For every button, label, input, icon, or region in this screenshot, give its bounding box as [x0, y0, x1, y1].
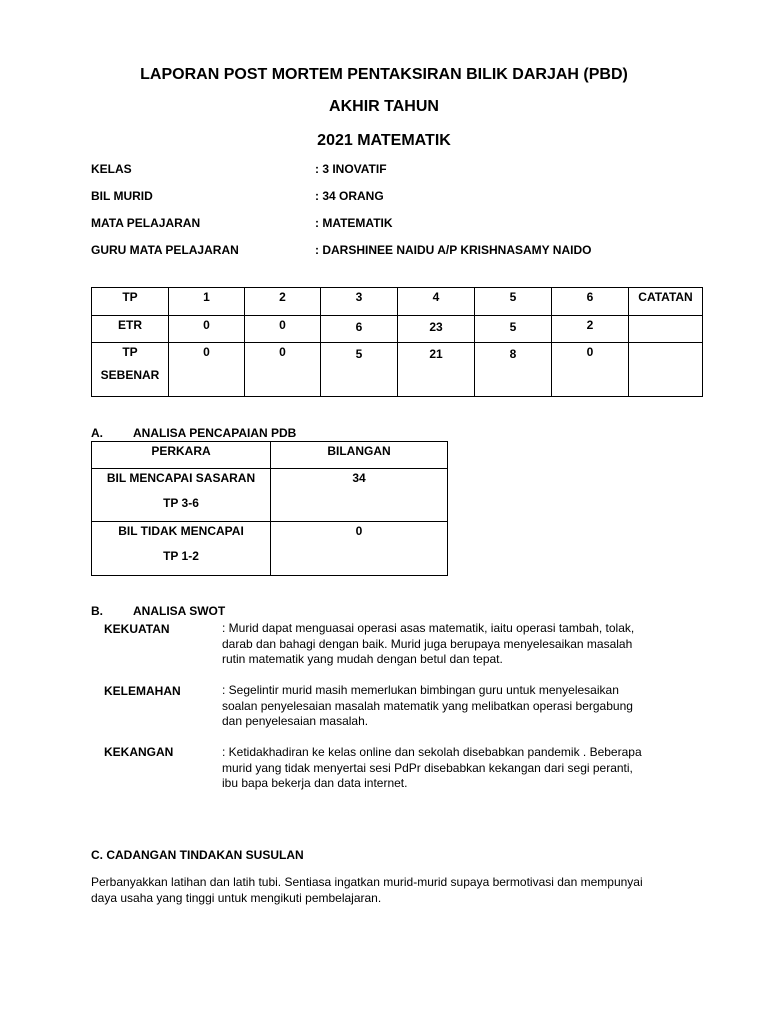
tp-header-cell: 5: [475, 288, 552, 316]
section-c-text: Perbanyakkan latihan dan latih tubi. Sentiasa ingatkan murid-murid supaya bermotivasi dan mempunyai daya usaha yang tinggi untuk mengikuti pembelajaran.: [91, 875, 643, 905]
tp-sebenar-cell: 0: [169, 343, 245, 397]
analisa-value-tidak-mencapai: 0: [271, 522, 448, 576]
tp-sebenar-cell: 8: [475, 343, 552, 397]
section-b-title: ANALISA SWOT: [133, 604, 226, 618]
swot-label-kekuatan: KEKUATAN: [104, 622, 170, 636]
tp-etr-row: [92, 316, 703, 343]
tp-header-cell: 4: [398, 288, 475, 316]
analisa-label-mencapai: BIL MENCAPAI SASARAN TP 3-6: [92, 469, 271, 522]
info-label-bil-murid: BIL MURID: [91, 189, 153, 203]
section-b-letter: B.: [91, 604, 103, 618]
tp-header-cell: 3: [321, 288, 398, 316]
tp-sebenar-cell: [629, 343, 703, 397]
tp-header-cell: 6: [552, 288, 629, 316]
analisa-header-row: [92, 442, 448, 469]
analisa-table: [91, 441, 448, 576]
report-year-subject: 2021 MATEMATIK: [317, 132, 451, 149]
analisa-row-mencapai: [92, 469, 448, 522]
tp-sebenar-cell: 0: [245, 343, 321, 397]
report-subtitle: AKHIR TAHUN: [329, 98, 439, 115]
analisa-label-tidak-mencapai: BIL TIDAK MENCAPAI TP 1-2: [92, 522, 271, 576]
report-title: LAPORAN POST MORTEM PENTAKSIRAN BILIK DARJAH (PBD): [140, 66, 628, 83]
swot-label-kelemahan: KELEMAHAN: [104, 684, 181, 698]
tp-etr-cell: 5: [475, 316, 552, 343]
info-label-mata-pelajaran: MATA PELAJARAN: [91, 216, 201, 230]
analisa-value-mencapai: 34: [271, 469, 448, 522]
swot-label-kekangan: KEKANGAN: [104, 745, 174, 759]
info-value-guru: : DARSHINEE NAIDU A/P KRISHNASAMY NAIDO: [315, 243, 592, 257]
tp-etr-cell: 23: [398, 316, 475, 343]
swot-text-kelemahan: : Segelintir murid masih memerlukan bimbingan guru untuk menyelesaikan soalan penyelesaian masalah matematik yang melibatkan operasi bergabung dan penyelesaian masalah.: [222, 683, 633, 728]
tp-header-cell: CATATAN: [629, 288, 703, 316]
section-c-title: C. CADANGAN TINDAKAN SUSULAN: [91, 848, 304, 862]
tp-sebenar-label-cell: [92, 343, 169, 397]
tp-sebenar-cell: 0: [552, 343, 629, 397]
tp-header-cell: TP: [92, 288, 169, 316]
info-value-kelas: : 3 INOVATIF: [315, 162, 387, 176]
tp-sebenar-label-line2: SEBENAR: [100, 368, 160, 382]
analisa-header-perkara: PERKARA: [92, 442, 271, 469]
tp-table: [91, 287, 703, 397]
info-label-guru: GURU MATA PELAJARAN: [91, 243, 239, 257]
section-a-title: ANALISA PENCAPAIAN PDB: [133, 426, 297, 440]
section-a-letter: A.: [91, 426, 103, 440]
tp-sebenar-row: [92, 343, 703, 397]
tp-etr-cell: 2: [552, 316, 629, 343]
tp-header-cell: 1: [169, 288, 245, 316]
analisa-header-bilangan: BILANGAN: [271, 442, 448, 469]
tp-etr-cell: 0: [169, 316, 245, 343]
analisa-row-tidak-mencapai: [92, 522, 448, 576]
tp-sebenar-cell: 21: [398, 343, 475, 397]
info-value-bil-murid: : 34 ORANG: [315, 189, 384, 203]
tp-header-row: [92, 288, 703, 316]
tp-etr-cell: 6: [321, 316, 398, 343]
info-label-kelas: KELAS: [91, 162, 132, 176]
tp-etr-cell: ETR: [92, 316, 169, 343]
swot-text-kekuatan: : Murid dapat menguasai operasi asas matematik, iaitu operasi tambah, tolak, darab dan bahagi dengan baik. Murid juga berupaya menyelesaikan masalah rutin matematik yang mudah dengan betul dan tepat.: [222, 621, 635, 666]
tp-sebenar-cell: 5: [321, 343, 398, 397]
tp-etr-cell: [629, 316, 703, 343]
tp-sebenar-label-line1: TP: [122, 345, 138, 359]
info-value-mata-pelajaran: : MATEMATIK: [315, 216, 393, 230]
tp-etr-cell: 0: [245, 316, 321, 343]
tp-header-cell: 2: [245, 288, 321, 316]
swot-text-kekangan: : Ketidakhadiran ke kelas online dan sekolah disebabkan pandemik . Beberapa murid yang tidak menyertai sesi PdPr disebabkan kekangan dari segi peranti, ibu bapa bekerja dan data internet.: [222, 745, 642, 790]
